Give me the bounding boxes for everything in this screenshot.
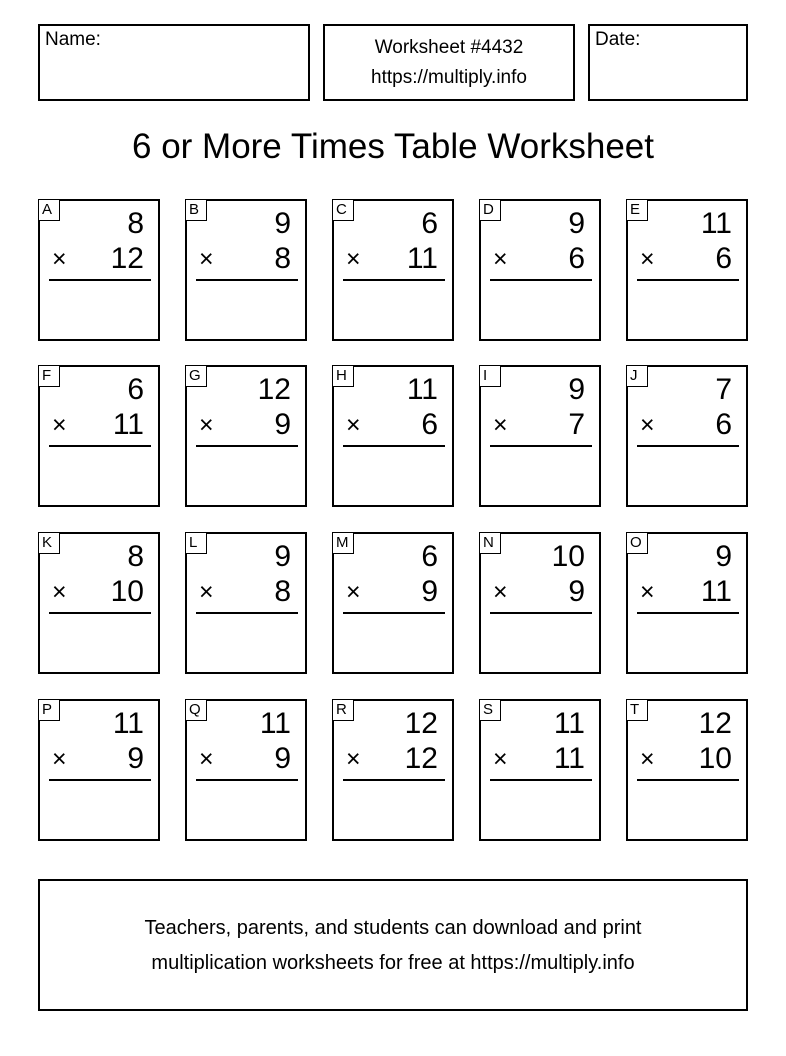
multiplier: 9: [568, 575, 585, 608]
problem-letter: E: [626, 199, 648, 221]
answer-rule: [490, 779, 592, 781]
multiplier: 10: [110, 575, 144, 608]
answer-rule: [196, 279, 298, 281]
times-sign: ×: [640, 411, 655, 439]
answer-rule: [196, 445, 298, 447]
problem-letter: B: [185, 199, 207, 221]
times-sign: ×: [493, 578, 508, 606]
multiplicand: 11: [700, 207, 732, 240]
answer-rule: [343, 612, 445, 614]
answer-rule: [343, 279, 445, 281]
problem-card[interactable]: [479, 532, 601, 674]
problem-letter: A: [38, 199, 60, 221]
answer-rule: [490, 445, 592, 447]
times-sign: ×: [346, 745, 361, 773]
answer-rule: [637, 445, 739, 447]
multiplicand: 7: [715, 373, 732, 406]
problem-card[interactable]: [332, 365, 454, 507]
multiplicand: 9: [568, 373, 585, 406]
multiplier: 12: [110, 242, 144, 275]
multiplicand: 9: [274, 207, 291, 240]
multiplicand: 6: [127, 373, 144, 406]
multiplicand: 9: [715, 540, 732, 573]
answer-rule: [637, 612, 739, 614]
multiplicand: 8: [127, 540, 144, 573]
multiplier: 6: [715, 242, 732, 275]
multiplier: 6: [568, 242, 585, 275]
multiplier: 6: [715, 408, 732, 441]
multiplicand: 10: [551, 540, 585, 573]
problem-letter: K: [38, 532, 60, 554]
problem-card[interactable]: [185, 365, 307, 507]
multiplier: 9: [421, 575, 438, 608]
multiplicand: 11: [259, 707, 291, 740]
times-sign: ×: [640, 578, 655, 606]
answer-rule: [490, 279, 592, 281]
multiplier: 11: [700, 575, 732, 608]
times-sign: ×: [199, 745, 214, 773]
problem-letter: C: [332, 199, 354, 221]
problem-letter: S: [479, 699, 501, 721]
times-sign: ×: [493, 245, 508, 273]
footer-line-1: Teachers, parents, and students can download and print: [144, 917, 642, 939]
problem-letter: N: [479, 532, 501, 554]
times-sign: ×: [346, 411, 361, 439]
multiplicand: 12: [257, 373, 291, 406]
answer-rule: [343, 445, 445, 447]
problem-card[interactable]: [332, 699, 454, 841]
multiplier: 7: [568, 408, 585, 441]
times-sign: ×: [640, 245, 655, 273]
times-sign: ×: [493, 745, 508, 773]
page-title: 6 or More Times Table Worksheet: [132, 127, 654, 166]
multiplier: 8: [274, 575, 291, 608]
worksheet-id: Worksheet #4432: [374, 37, 524, 58]
problem-card[interactable]: [38, 199, 160, 341]
times-sign: ×: [346, 245, 361, 273]
answer-rule: [49, 445, 151, 447]
multiplicand: 6: [421, 540, 438, 573]
problem-letter: H: [332, 365, 354, 387]
multiplier: 8: [274, 242, 291, 275]
multiplier: 9: [274, 408, 291, 441]
answer-rule: [637, 279, 739, 281]
answer-rule: [343, 779, 445, 781]
problem-letter: F: [38, 365, 60, 387]
problem-letter: M: [332, 532, 354, 554]
answer-rule: [637, 779, 739, 781]
times-sign: ×: [52, 578, 67, 606]
problem-letter: J: [626, 365, 648, 387]
problem-letter: P: [38, 699, 60, 721]
problem-card[interactable]: [626, 532, 748, 674]
multiplier: 12: [404, 742, 438, 775]
multiplier: 6: [421, 408, 438, 441]
problem-card[interactable]: [185, 699, 307, 841]
multiplier: 9: [274, 742, 291, 775]
multiplier: 11: [553, 742, 585, 775]
problem-card[interactable]: [479, 699, 601, 841]
multiplicand: 9: [274, 540, 291, 573]
times-sign: ×: [199, 245, 214, 273]
answer-rule: [490, 612, 592, 614]
problem-card[interactable]: [626, 199, 748, 341]
problem-letter: T: [626, 699, 648, 721]
name-label: Name:: [45, 29, 101, 50]
multiplier: 10: [698, 742, 732, 775]
times-sign: ×: [199, 578, 214, 606]
multiplier: 11: [112, 408, 144, 441]
footer-line-2: multiplication worksheets for free at https://multiply.info: [151, 952, 635, 974]
problem-letter: O: [626, 532, 648, 554]
problem-card[interactable]: [479, 199, 601, 341]
answer-rule: [49, 779, 151, 781]
multiplicand: 11: [112, 707, 144, 740]
problem-card[interactable]: [38, 365, 160, 507]
multiplicand: 12: [698, 707, 732, 740]
footer-box: [38, 879, 748, 1011]
date-label: Date:: [595, 29, 641, 50]
worksheet-url: https://multiply.info: [371, 67, 527, 88]
answer-rule: [49, 612, 151, 614]
multiplicand: 6: [421, 207, 438, 240]
problem-card[interactable]: [185, 199, 307, 341]
problem-letter: L: [185, 532, 207, 554]
times-sign: ×: [640, 745, 655, 773]
problem-card[interactable]: [38, 699, 160, 841]
multiplicand: 11: [553, 707, 585, 740]
times-sign: ×: [52, 745, 67, 773]
problem-letter: R: [332, 699, 354, 721]
problem-card[interactable]: [38, 532, 160, 674]
multiplicand: 8: [127, 207, 144, 240]
multiplier: 11: [406, 242, 438, 275]
times-sign: ×: [52, 245, 67, 273]
problem-letter: Q: [185, 699, 207, 721]
times-sign: ×: [493, 411, 508, 439]
times-sign: ×: [52, 411, 67, 439]
multiplicand: 12: [404, 707, 438, 740]
problem-letter: D: [479, 199, 501, 221]
times-sign: ×: [199, 411, 214, 439]
answer-rule: [196, 779, 298, 781]
multiplicand: 9: [568, 207, 585, 240]
problem-card[interactable]: [479, 365, 601, 507]
problem-card[interactable]: [626, 699, 748, 841]
times-sign: ×: [346, 578, 361, 606]
answer-rule: [196, 612, 298, 614]
problem-letter: G: [185, 365, 207, 387]
problem-card[interactable]: [332, 532, 454, 674]
answer-rule: [49, 279, 151, 281]
multiplicand: 11: [406, 373, 438, 406]
problem-card[interactable]: [626, 365, 748, 507]
multiplier: 9: [127, 742, 144, 775]
problem-card[interactable]: [332, 199, 454, 341]
problem-letter: I: [479, 365, 501, 387]
problem-card[interactable]: [185, 532, 307, 674]
